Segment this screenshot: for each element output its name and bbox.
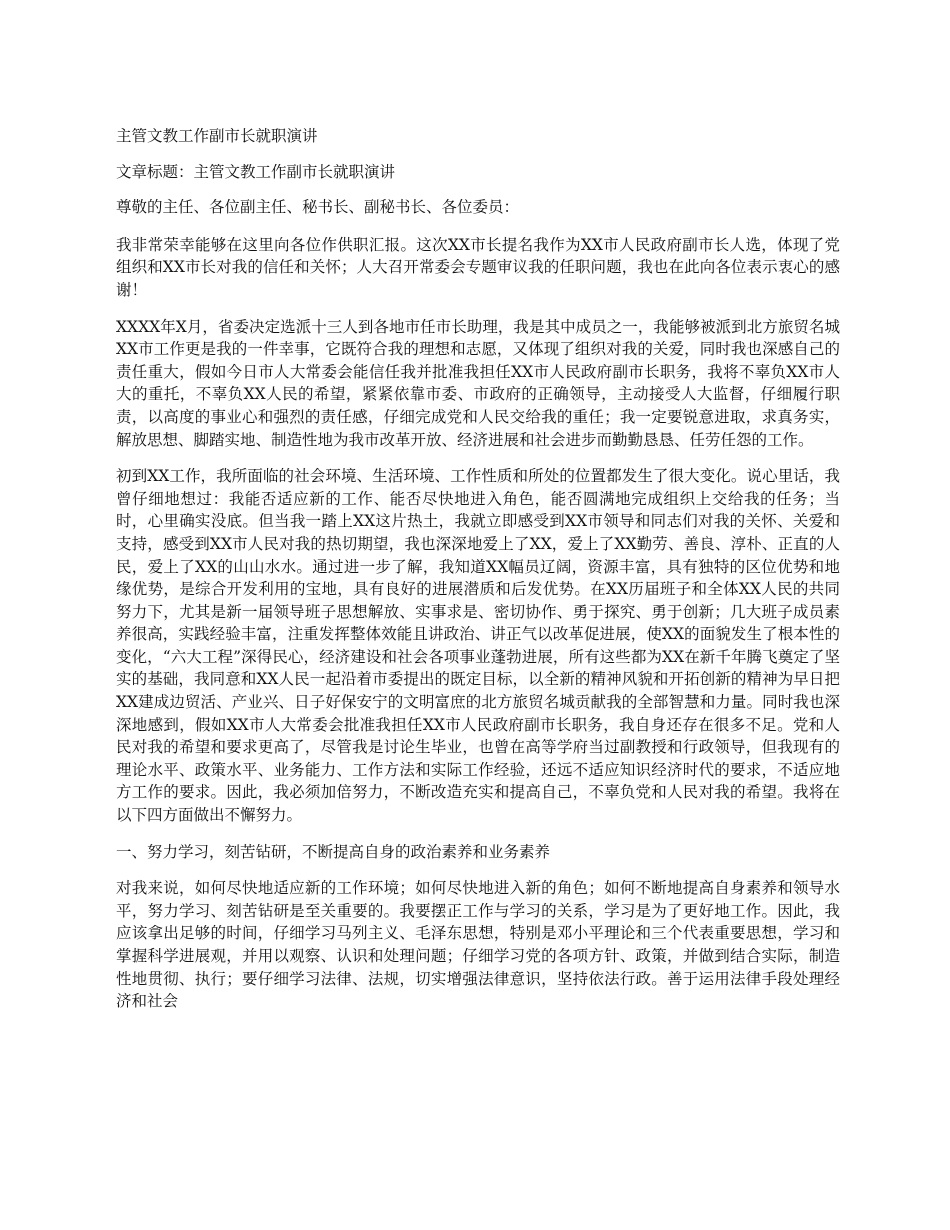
section-paragraph: 对我来说，如何尽快地适应新的工作环境；如何尽快地进入新的角色；如何不断地提高自身素养和领导水平，努力学习、刻苦钻研是至关重要的。我要摆正工作与学习的关系，学习是为了更好地工作。因此，我应该拿出足够的时间，仔细学习马列主义、毛泽东思想，特别是邓小平理论和三个代表重要思想，学习和掌握科学进展观，并用以观察、认识和处理问题；仔细学习党的各项方针、政策，并做到结合实际，制造性地贯彻、执行；要仔细学习法律、法规，切实增强法律意识，坚持依法行政。善于运用法律手段处理经济和社会 xyxy=(116,879,840,1011)
salutation: 尊敬的主任、各位副主任、秘书长、副秘书长、各位委员： xyxy=(116,198,520,217)
body-paragraph: XXXX年X月，省委决定选派十三人到各地市任市长助理，我是其中成员之一，我能够被派到北方旅贸名城XX市工作更是我的一件幸事，它既符合我的理想和志愿，又体现了组织对我的关爱，同时我也深感自己的责任重大，假如今日市人大常委会能信任我并批准我担任XX市人民政府副市长职务，我将不辜负XX市人大的重托，不辜负XX人民的希望，紧紧依靠市委、市政府的正确领导，主动接受人大监督，仔细履行职责，以高度的事业心和强烈的责任感，仔细完成党和人民交给我的重任；我一定要锐意进取，求真务实，解放思想、脚踏实地、制造性地为我市改革开放、经济进展和社会进步而勤勤恳恳、任劳任怨的工作。 xyxy=(116,317,840,449)
document-title: 主管文教工作副市长就职演讲 xyxy=(116,127,318,145)
section-heading: 一、努力学习，刻苦钻研，不断提高自身的政治素养和业务素养 xyxy=(116,842,551,861)
document-subtitle: 文章标题：主管文教工作副市长就职演讲 xyxy=(116,162,396,181)
body-paragraph: 我非常荣幸能够在这里向各位作供职汇报。这次XX市长提名我作为XX市人民政府副市长人选，体现了党组织和XX市长对我的信任和关怀；人大召开常委会专题审议我的任职问题，我也在此向各位表示衷心的感谢！ xyxy=(116,235,840,299)
body-paragraph: 初到XX工作，我所面临的社会环境、生活环境、工作性质和所处的位置都发生了很大变化。说心里话，我曾仔细地想过：我能否适应新的工作、能否尽快地进入角色，能否圆满地完成组织上交给我的任务；当时，心里确实没底。但当我一踏上XX这片热土，我就立即感受到XX市领导和同志们对我的关怀、关爱和支持，感受到XX市人民对我的热切期望，我也深深地爱上了XX，爱上了XX勤劳、善良、淳朴、正直的人民，爱上了XX的山山水水。通过进一步了解，我知道XX幅员辽阔，资源丰富，具有独特的区位优势和地缘优势，是综合开发利用的宝地，具有良好的进展潜质和后发优势。在XX历届班子和全体XX人民的共同努力下，尤其是新一届领导班子思想解放、实事求是、密切协作、勇于探究、勇于创新；几大班子成员素养很高，实践经验丰富，注重发挥整体效能且讲政治、讲正气以改革促进展，使XX的面貌发生了根本性的变化，“六大工程”深得民心，经济建设和社会各项事业蓬勃进展，所有这些都为XX在新千年腾飞奠定了坚实的基础，我同意和XX人民一起沿着市委提出的既定目标，以全新的精神风貌和开拓创新的精神为早日把XX建成边贸活、产业兴、日子好保安宁的文明富庶的北方旅贸名城贡献我的全部智慧和力量。同时我也深深地感到，假如XX市人大常委会批准我担任XX市人民政府副市长职务，我自身还存在很多不足。党和人民对我的希望和要求更高了，尽管我是讨论生毕业，也曾在高等学府当过副教授和行政领导，但我现有的理论水平、政策水平、业务能力、工作方法和实际工作经验，还远不适应知识经济时代的要求，不适应地方工作的要求。因此，我必须加倍努力，不断改造充实和提高自己，不辜负党和人民对我的希望。我将在以下四方面做出不懈努力。 xyxy=(116,467,840,825)
document-page xyxy=(116,125,840,1027)
